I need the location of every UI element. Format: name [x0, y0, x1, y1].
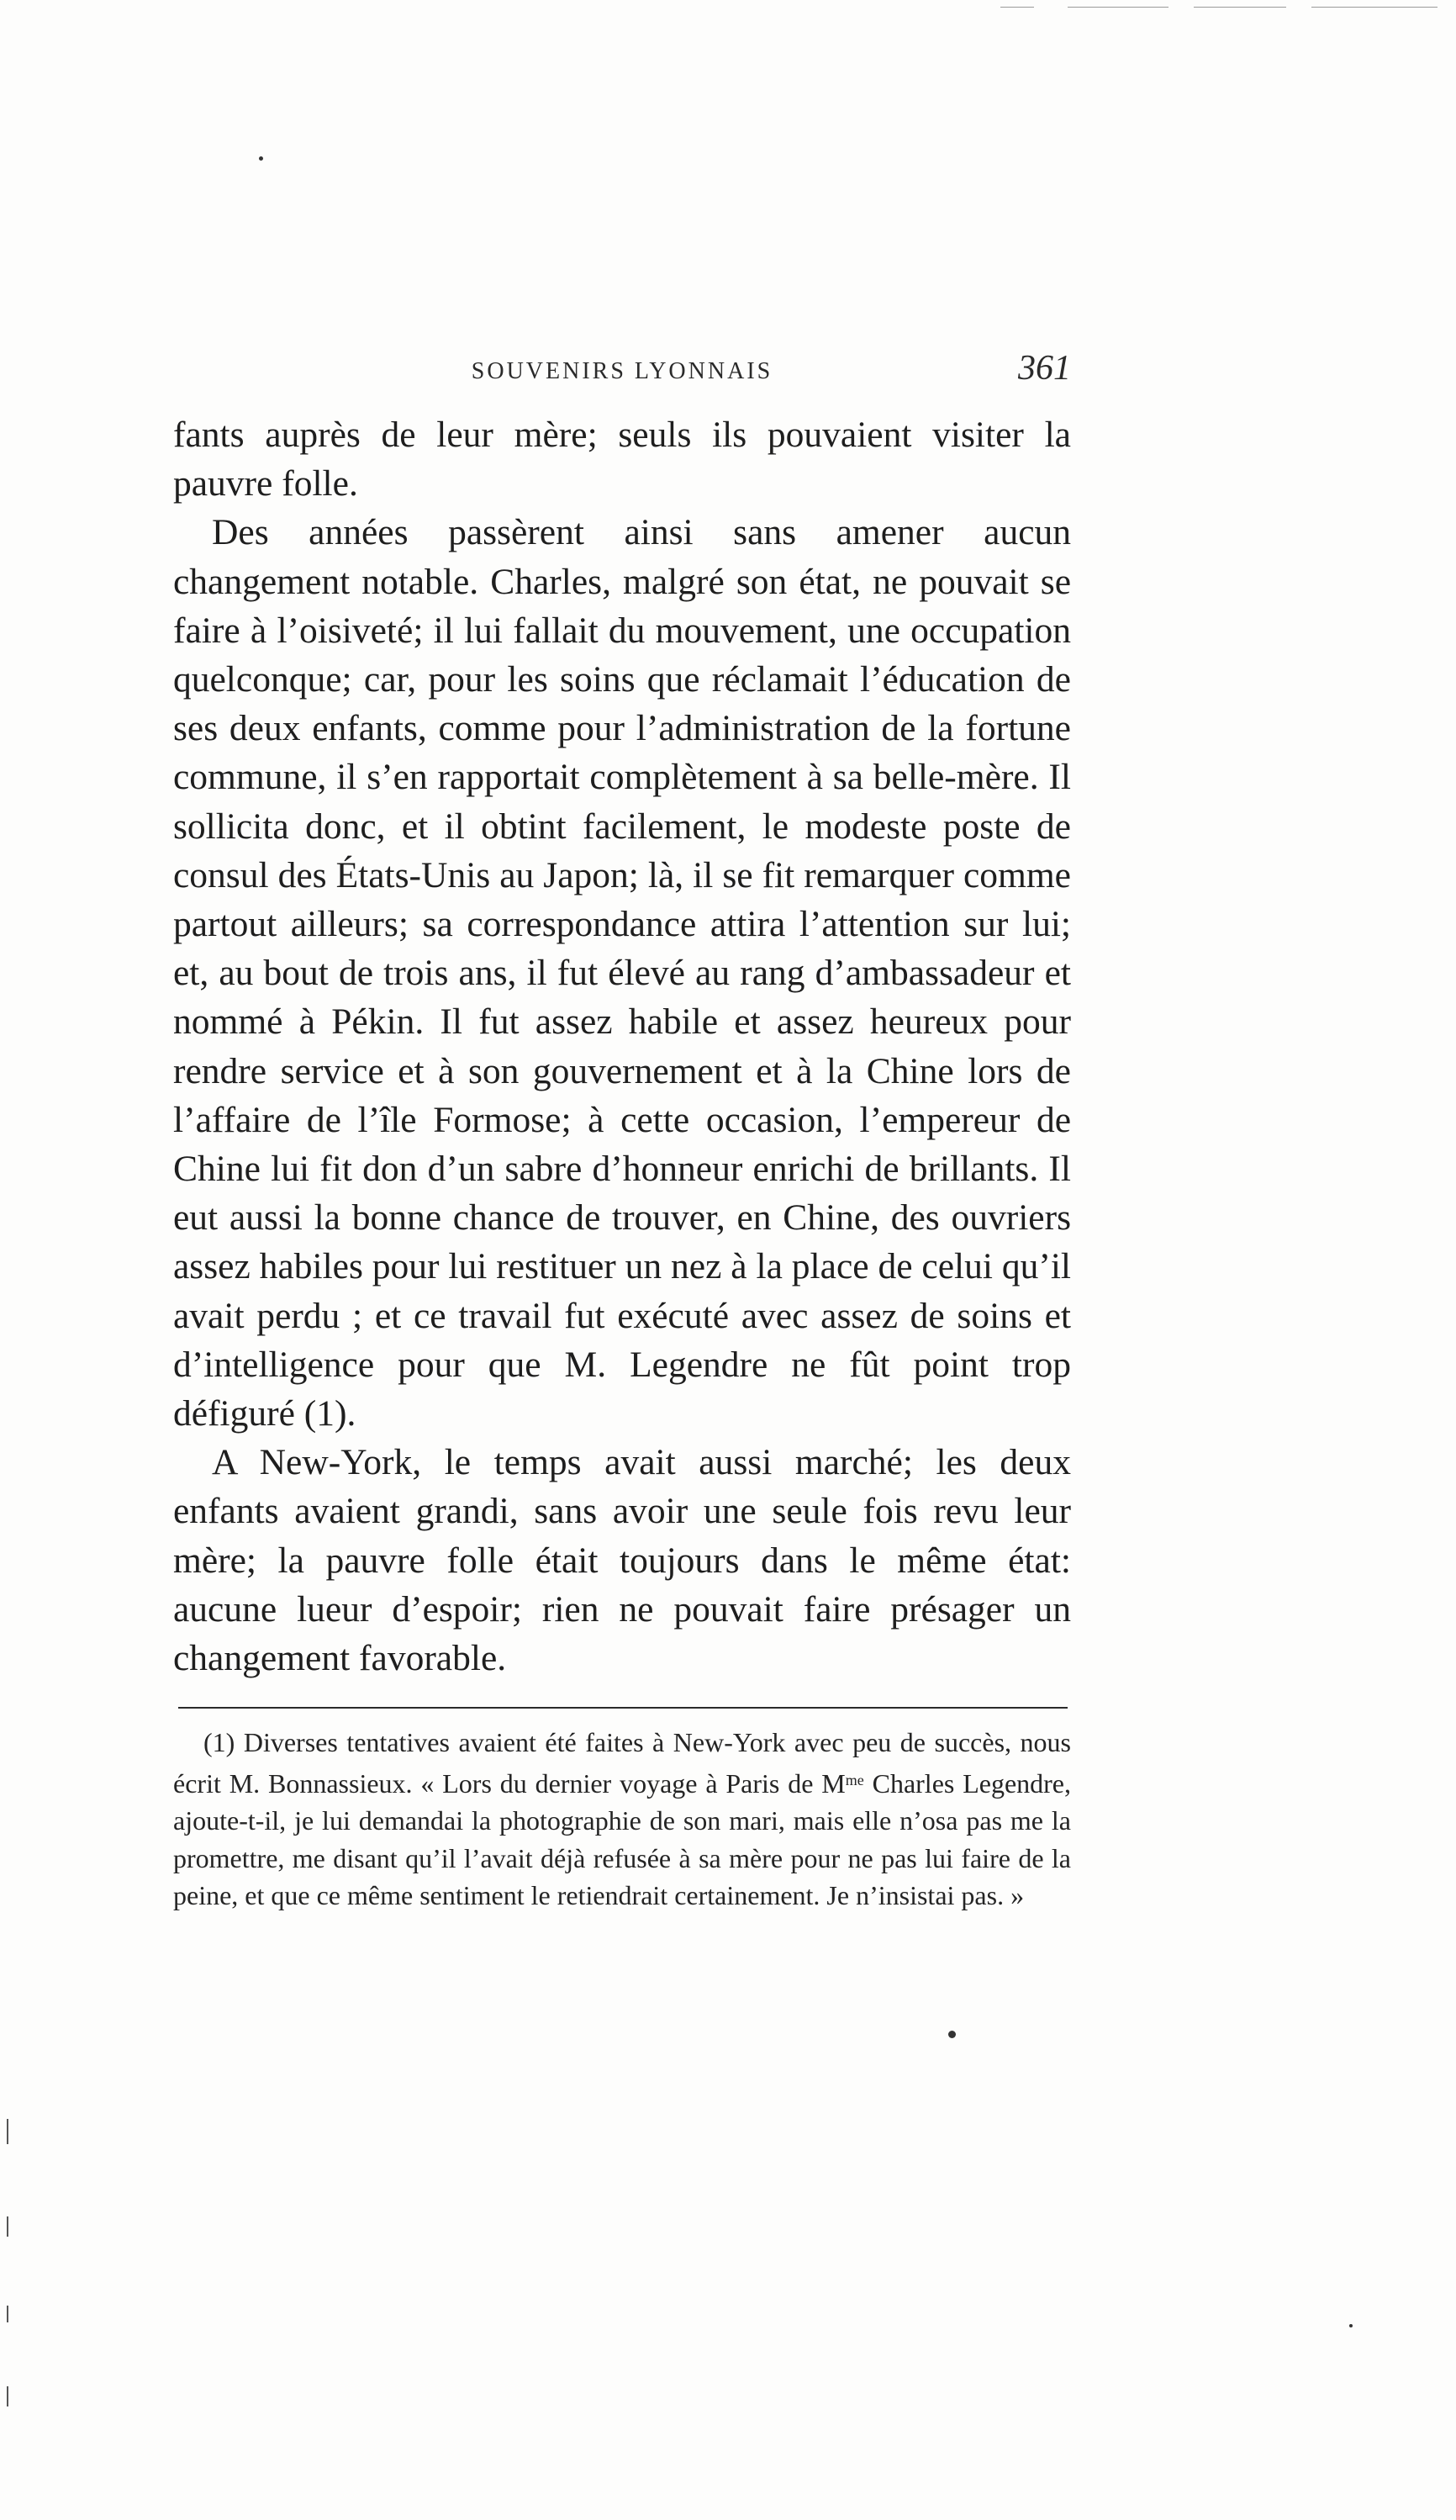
- paragraph: Des années passèrent ainsi sans amener aucun changement notable. Charles, malgré son état, ne pouvait se faire à l’oisiveté; il lui fallait du mouvement, une occupation quelconque; car, pour les soins que réclamait l’éducation de ses deux enfants, comme pour l’administration de la fortune commune, il s’en rapportait complètement à sa belle-mère. Il sollicita donc, et il obtint facilement, le modeste poste de consul des États-Unis au Japon; là, il se fit remarquer comme partout ailleurs; sa correspondance attira l’attention sur lui; et, au bout de trois ans, il fut élevé au rang d’ambassadeur et nommé à Pékin. Il fut assez habile et assez heureux pour rendre service et à son gouvernement et à la Chine lors de l’affaire de l’île Formose; à cette occasion, l’empereur de Chine lui fit don d’un sabre d’honneur enrichi de brillants. Il eut aussi la bonne chance de trouver, en Chine, des ouvriers assez habiles pour lui restituer un nez à la place de celui qu’il avait perdu ; et ce travail fut exécuté avec assez de soins et d’intelligence pour que M. Legendre ne fût point trop défiguré (1).: [173, 512, 1071, 1434]
- page-number: 361: [1018, 349, 1071, 388]
- scan-edge-line: [1311, 7, 1438, 8]
- margin-mark: [7, 2119, 8, 2144]
- running-title: SOUVENIRS LYONNAIS: [471, 358, 773, 384]
- footnote: [173, 1724, 1071, 1915]
- footnote-superscript: me: [845, 1771, 864, 1788]
- scan-speck: [948, 2031, 956, 2038]
- running-header: [173, 345, 1071, 395]
- paragraph: fants auprès de leur mère; seuls ils pouvaient visiter la pauvre folle.: [173, 415, 1071, 505]
- footnote-text: Charles Legendre, ajoute-t-il, je lui demandai la photographie de son mari, mais elle n’osa pas me la promettre, me disant qu’il l’avait déjà refusée à sa mère pour ne pas lui faire de la peine, et que ce même sentiment le retiendrait certainement. Je n’insistai pas. »: [173, 1767, 1072, 1911]
- margin-mark: [7, 2216, 8, 2237]
- scan-edge-line: [1068, 7, 1168, 8]
- scan-edge-line: [1194, 7, 1286, 8]
- scan-speck: [259, 156, 263, 161]
- scan-speck: [1349, 2324, 1353, 2327]
- margin-mark: [7, 2306, 8, 2322]
- body-text: [173, 410, 1071, 1683]
- margin-mark: [7, 2386, 8, 2406]
- scan-edge-line: [1000, 7, 1034, 8]
- paragraph: A New-York, le temps avait aussi marché; les deux enfants avaient grandi, sans avoir une seule fois revu leur mère; la pauvre folle était toujours dans le même état: aucune lueur d’espoir; rien ne pouvait faire présager un changement favorable.: [173, 1442, 1071, 1679]
- footnote-text: Diverses tentatives avaient été faites à New-York avec peu de succès, nous écrit M. Bonnassieux. « Lors du dernier voyage à Paris de M: [173, 1727, 1072, 1799]
- footnote-marker: (1): [203, 1727, 244, 1757]
- footnote-rule: [178, 1707, 1068, 1709]
